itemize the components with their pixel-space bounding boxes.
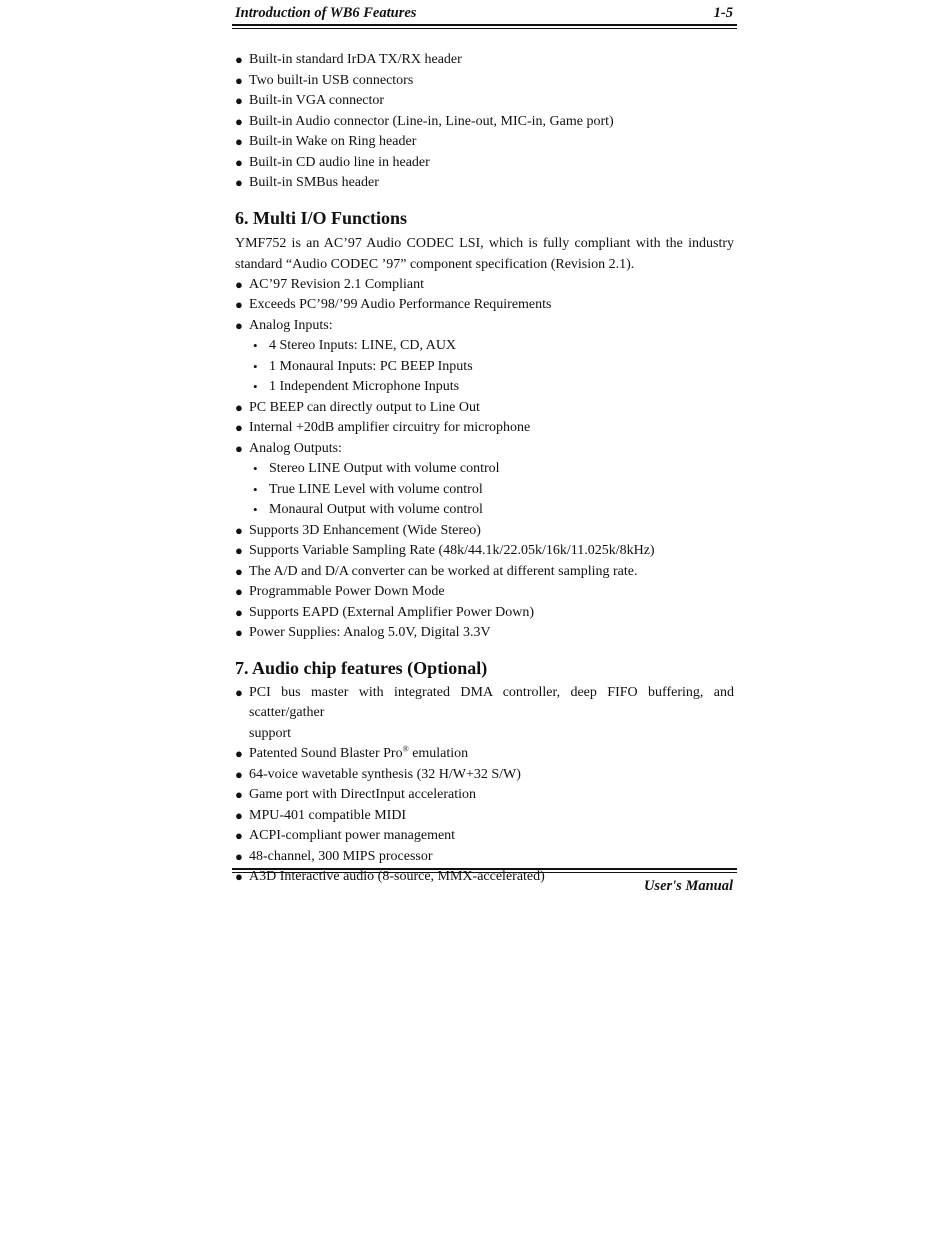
bullet-icon: ●	[235, 52, 243, 67]
bullet-icon: ●	[235, 848, 243, 864]
sub-list-item: • 4 Stereo Inputs: LINE, CD, AUX	[235, 336, 734, 357]
list-item: ● MPU-401 compatible MIDI	[235, 806, 734, 827]
page-header	[232, 0, 737, 24]
sub-list-item: • 1 Monaural Inputs: PC BEEP Inputs	[235, 357, 734, 378]
bullet-icon: ●	[235, 604, 243, 620]
list-item: ● Built-in Wake on Ring header	[235, 132, 734, 153]
list-item: ● Analog Outputs:	[235, 439, 734, 460]
list-item: ● Built-in VGA connector	[235, 91, 734, 112]
list-item: ● ACPI-compliant power management	[235, 826, 734, 847]
header-title: Introduction of WB6 Features	[235, 5, 417, 21]
bullet-icon: ●	[235, 276, 243, 292]
bullet-icon: ●	[235, 522, 243, 538]
sub-bullet-icon: •	[253, 358, 258, 374]
list-item: ● Built-in SMBus header	[235, 173, 734, 194]
footer-label: User's Manual	[643, 878, 733, 894]
sub-list-item: • True LINE Level with volume control	[235, 480, 734, 501]
bullet-icon: ●	[235, 543, 243, 558]
bullet-icon: ●	[235, 625, 243, 640]
bullet-icon: ●	[235, 134, 243, 149]
sub-list-item: • 1 Independent Microphone Inputs	[235, 377, 734, 398]
bullet-icon: ●	[235, 807, 243, 823]
bullet-icon: ●	[235, 297, 243, 312]
sub-bullet-icon: •	[253, 338, 258, 353]
list-item	[235, 683, 734, 745]
list-item: ● Built-in Audio connector (Line-in, Line-out, MIC-in, Game port)	[235, 112, 734, 133]
list-item: ● A3D Interactive audio (8-source, MMX-accelerated)	[235, 867, 734, 888]
list-item: ● Supports EAPD (External Amplifier Power Down)	[235, 603, 734, 624]
bullet-icon: ●	[235, 563, 243, 579]
bullet-icon: ●	[235, 869, 243, 884]
sub-bullet-icon: •	[253, 481, 258, 497]
bullet-icon: ●	[235, 175, 243, 190]
section-paragraph: YMF752 is an AC’97 Audio CODEC LSI, which is fully compliant with the industry standard “Audio CODEC ’97” component specification (Revision 2.1).	[235, 235, 734, 272]
list-item: ● AC’97 Revision 2.1 Compliant	[235, 275, 734, 296]
bullet-icon: ●	[235, 746, 243, 761]
list-item: ● Programmable Power Down Mode	[235, 582, 734, 603]
bullet-icon: ●	[235, 440, 243, 456]
list-item: ● Analog Inputs:	[235, 316, 734, 337]
list-item: ● Built-in standard IrDA TX/RX header	[235, 50, 734, 71]
registered-mark: ®	[402, 744, 409, 754]
bullet-icon: ●	[235, 317, 243, 333]
list-item: ● PC BEEP can directly output to Line Out	[235, 398, 734, 419]
list-item: ● Two built-in USB connectors	[235, 71, 734, 92]
multi-io-list	[235, 275, 734, 644]
list-item: ● Patented Sound Blaster Pro® emulation	[235, 744, 734, 765]
manual-page	[232, 0, 737, 894]
bullet-icon: ●	[235, 766, 243, 782]
pci-line-1: PCI bus master with integrated DMA controller, deep FIFO buffering, and scatter/gather	[249, 684, 734, 720]
audio-chip-list	[235, 683, 734, 888]
page-number: 1-5	[713, 5, 733, 21]
list-item: ● Supports Variable Sampling Rate (48k/44.1k/22.05k/16k/11.025k/8kHz)	[235, 541, 734, 562]
list-item: ● 48-channel, 300 MIPS processor	[235, 847, 734, 868]
bullet-icon: ●	[235, 684, 243, 700]
list-item: ● The A/D and D/A converter can be worked at different sampling rate.	[235, 562, 734, 583]
intro-feature-list	[235, 50, 734, 194]
bullet-icon: ●	[235, 399, 243, 415]
sub-bullet-icon: •	[253, 502, 258, 517]
page-content	[235, 50, 734, 888]
pci-line-2: support	[249, 725, 291, 741]
sub-bullet-icon: •	[253, 379, 258, 394]
bullet-icon: ●	[235, 787, 243, 802]
sub-bullet-icon: •	[253, 461, 258, 476]
bullet-icon: ●	[235, 154, 243, 170]
bullet-icon: ●	[235, 828, 243, 843]
list-item: ● Power Supplies: Analog 5.0V, Digital 3.3V	[235, 623, 734, 644]
list-item: ● Internal +20dB amplifier circuitry for microphone	[235, 418, 734, 439]
list-item: ● Built-in CD audio line in header	[235, 153, 734, 174]
section-heading-multi-io: 6. Multi I/O Functions	[235, 207, 408, 228]
list-item: ● Supports 3D Enhancement (Wide Stereo)	[235, 521, 734, 542]
list-item: ● 64-voice wavetable synthesis (32 H/W+32 S/W)	[235, 765, 734, 786]
list-item: ● Game port with DirectInput acceleration	[235, 785, 734, 806]
section-heading-audio-chip: 7. Audio chip features (Optional)	[235, 657, 488, 678]
bullet-icon: ●	[235, 72, 243, 88]
sub-list-item: • Monaural Output with volume control	[235, 500, 734, 521]
bullet-icon: ●	[235, 420, 243, 435]
footer-rule	[232, 868, 737, 873]
bullet-icon: ●	[235, 584, 243, 599]
bullet-icon: ●	[235, 93, 243, 108]
sub-list-item: • Stereo LINE Output with volume control	[235, 459, 734, 480]
bullet-icon: ●	[235, 113, 243, 129]
list-item: ● Exceeds PC’98/’99 Audio Performance Requirements	[235, 295, 734, 316]
header-rule	[232, 24, 737, 29]
